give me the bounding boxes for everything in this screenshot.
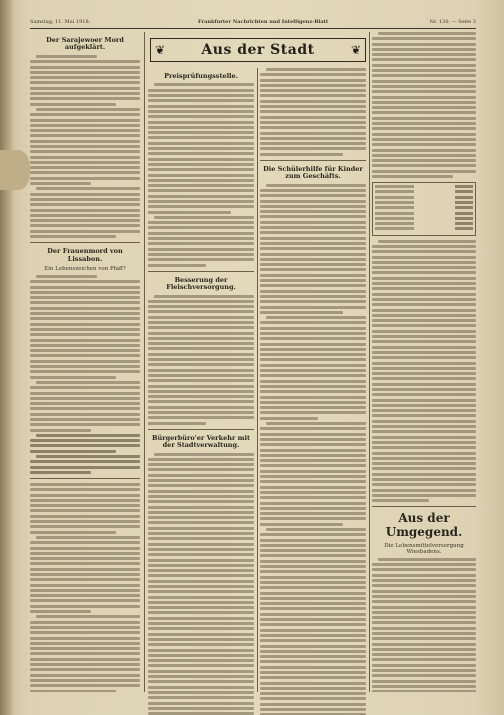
section-headline: Aus der Umgegend. [385,511,463,540]
article-body [260,184,366,715]
article-headline: Die Schülerhilfe für Kinder zum Geschäfts. [263,164,363,181]
article-body [260,68,366,156]
column-rule [257,68,258,692]
article-body [372,32,476,178]
column-3 [260,68,366,715]
price-table [372,182,476,236]
article-subheadline: Ein Lebenszeichen von Pfaff? [44,265,126,272]
article-headline: Der Frauenmord von Lissabon. [47,247,123,263]
section-title: Aus der Stadt [201,42,315,58]
page-tear [0,150,30,190]
article-body [148,295,254,425]
article-body [30,275,140,474]
masthead-date: Samstag, 11. Mai 1918. [30,19,91,25]
article-headline: Bürgerbüro'er Verkehr mit der Stadtverwaltung. [151,433,250,450]
article-body [30,55,140,238]
article-body [148,453,254,715]
column-1 [30,32,140,692]
ornament-icon: ❦ [155,43,166,57]
article-body [148,83,254,266]
section-banner [150,38,366,62]
article-headline: Der Sarajewoer Mord aufgeklärt. [46,36,124,52]
masthead-page-number: Nr. 130. — Seite 3 [429,19,476,25]
masthead [30,18,476,29]
column-4 [372,32,476,692]
ornament-icon: ❦ [350,43,361,57]
article-body [372,558,476,692]
masthead-paper-title: Frankfurter Nachrichten und Intelligenz-Blatt [198,19,329,25]
column-rule [144,32,145,692]
article-subheadline: Die Lebensmittelversorgung Wiesbadens. [384,542,464,555]
page-spine [0,0,14,715]
article-body [372,240,476,503]
article-headline: Preisprüfungsstelle. [164,72,238,80]
column-rule [369,32,370,692]
article-body [30,483,140,692]
column-2 [148,68,254,715]
article-headline: Besserung der Fleischversorgung. [166,275,236,292]
